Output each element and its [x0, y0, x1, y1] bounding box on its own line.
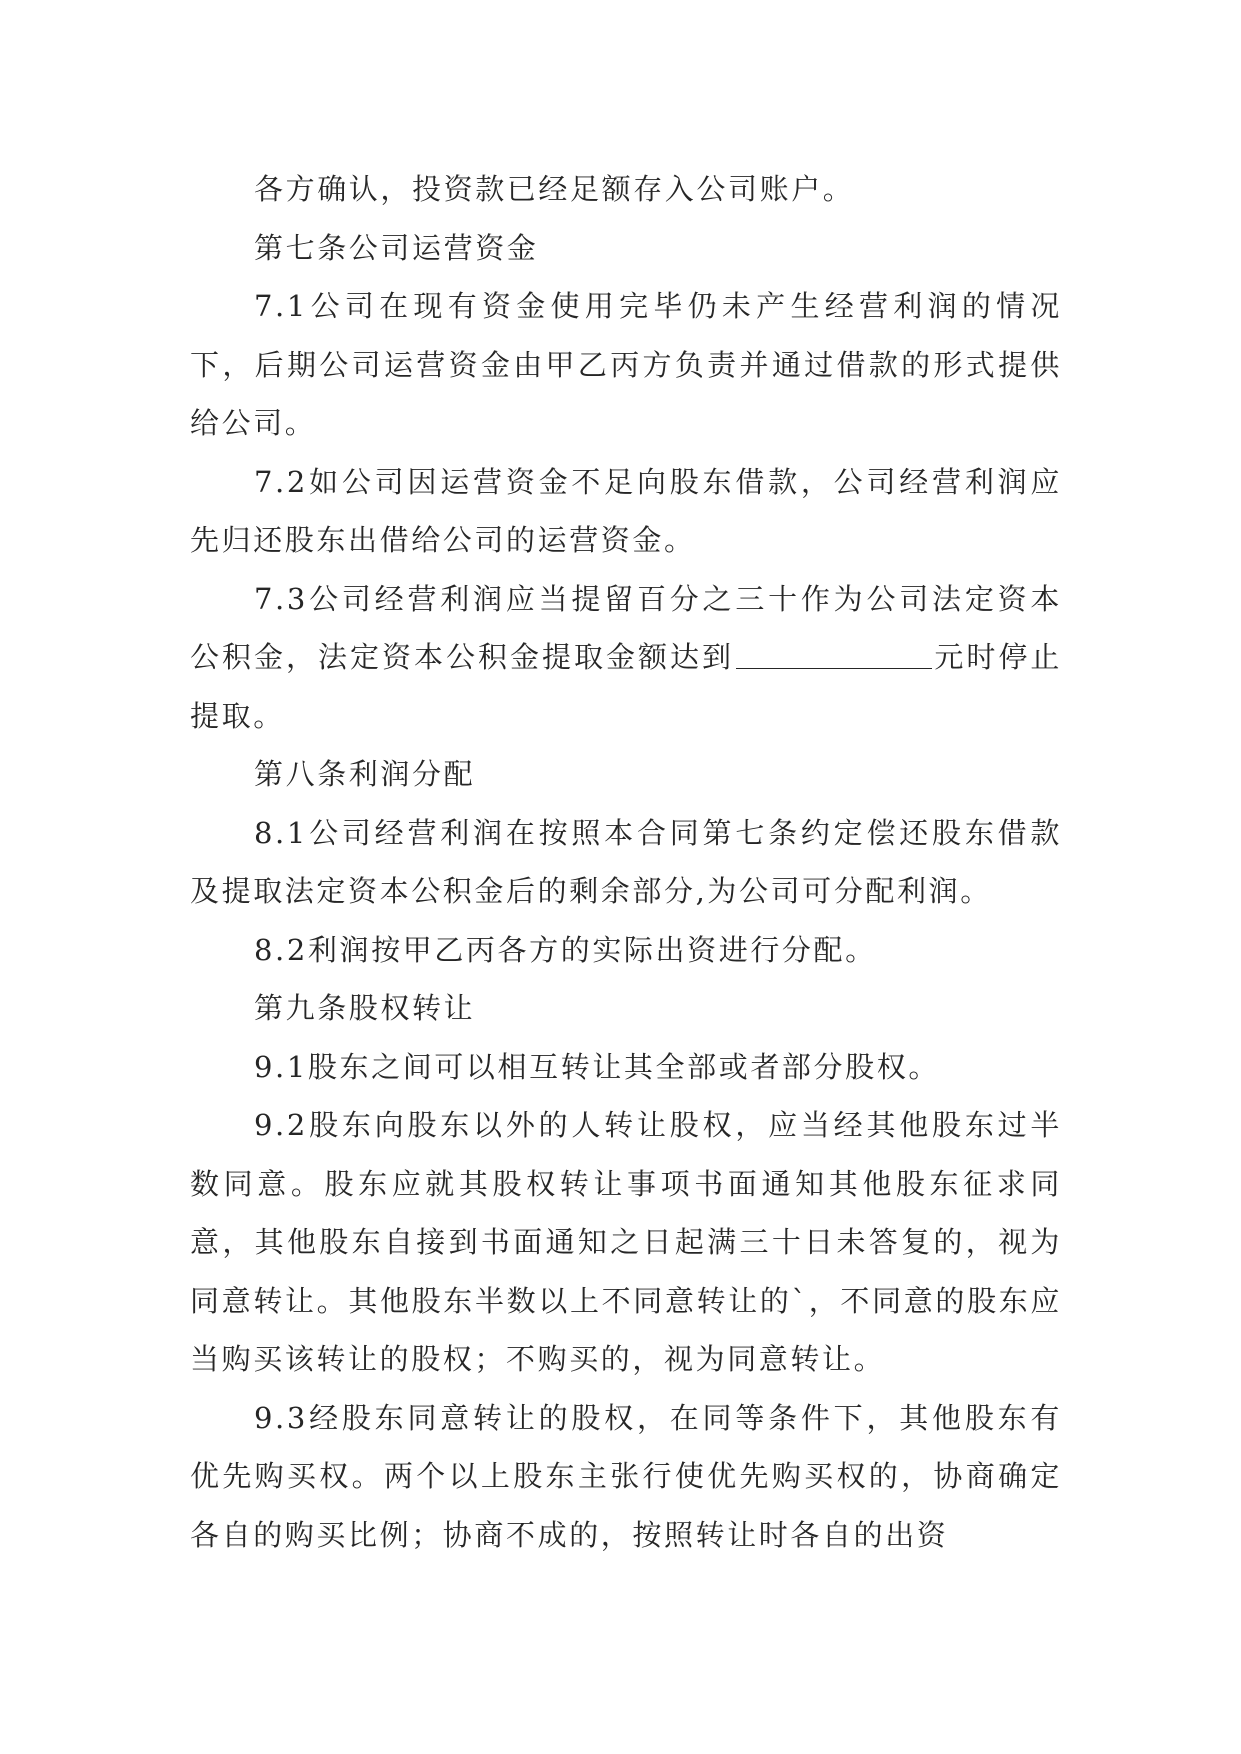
- paragraph-9-3: 9.3经股东同意转让的股权，在同等条件下，其他股东有优先购买权。两个以上股东主张行使优先购买权的，协商确定各自的购买比例；协商不成的，按照转让时各自的出资: [190, 1400, 1062, 1552]
- paragraph-7-1: 7.1公司在现有资金使用完毕仍未产生经营利润的情况下，后期公司运营资金由甲乙丙方负责并通过借款的形式提供给公司。: [190, 289, 1062, 440]
- heading-article-9: 第九条股权转让: [254, 991, 476, 1025]
- paragraph-7-3-part-1: 7.3公司经营利润应当提留百分之三十作为公司法定资本公积金，法定资本公积金提取金额达到: [190, 581, 1062, 674]
- paragraph-9-2: 9.2股东向股东以外的人转让股权，应当经其他股东过半数同意。股东应就其股权转让事项书面通知其他股东征求同意，其他股东自接到书面通知之日起满三十日未答复的，视为同意转让。其他股东半数以上不同意转让的`，不同意的股东应当购买该转让的股权；不购买的，视为同意转让。: [190, 1108, 1062, 1376]
- paragraph-9-1: 9.1股东之间可以相互转让其全部或者部分股权。: [254, 1049, 940, 1084]
- paragraph-investment-confirmation: 各方确认，投资款已经足额存入公司账户。: [254, 172, 855, 206]
- paragraph-7-3-part-2: 元时停止提取。: [190, 640, 1062, 733]
- heading-article-7: 第七条公司运营资金: [254, 230, 539, 265]
- heading-article-8: 第八条利润分配: [254, 757, 476, 791]
- paragraph-8-2: 8.2利润按甲乙丙各方的实际出资进行分配。: [254, 932, 877, 967]
- paragraph-8-1: 8.1公司经营利润在按照本合同第七条约定偿还股东借款及提取法定资本公积金后的剩余部分,为公司可分配利润。: [190, 815, 1062, 908]
- paragraph-7-2: 7.2如公司因运营资金不足向股东借款，公司经营利润应先归还股东出借给公司的运营资金。: [190, 464, 1062, 557]
- paragraph-7-3: [190, 570, 1062, 746]
- fill-in-blank-line: [736, 666, 932, 669]
- document-body: [190, 160, 1062, 1564]
